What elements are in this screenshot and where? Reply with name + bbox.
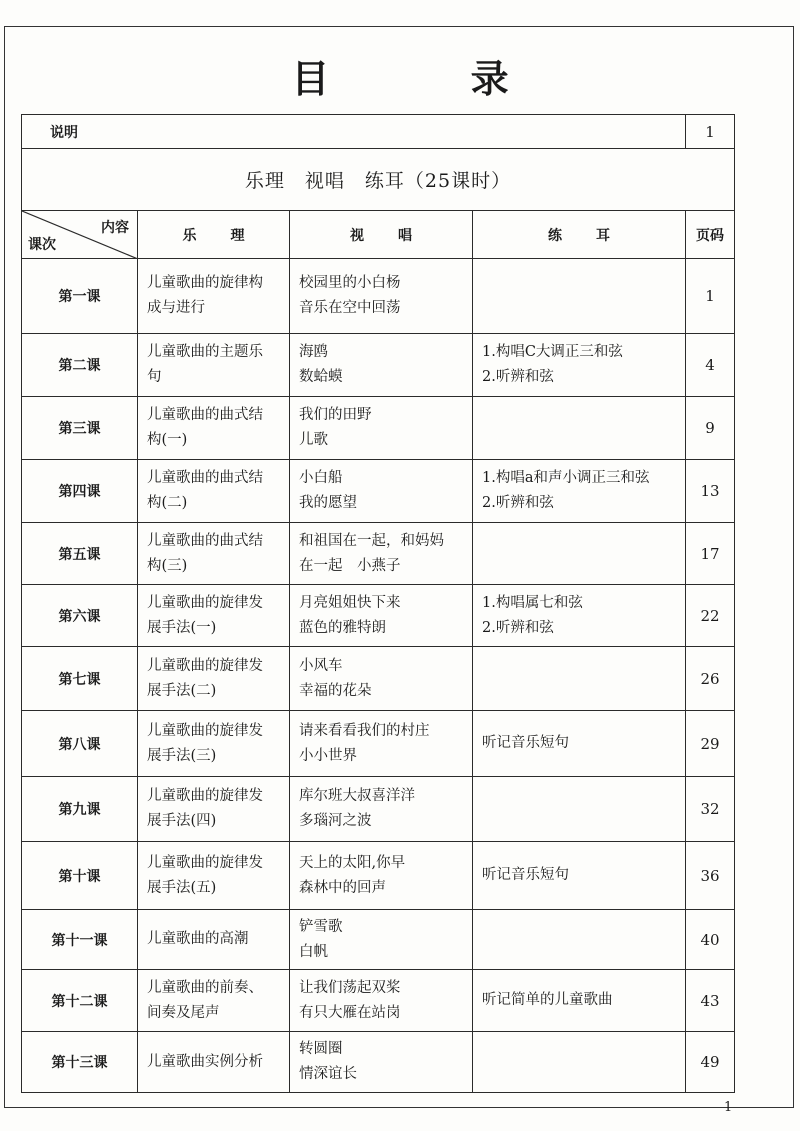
lesson-page: 36 [686, 842, 735, 910]
lesson-sight-singing-line: 小白船 [299, 470, 343, 486]
lesson-name: 第六课 [22, 585, 138, 647]
lesson-theory [138, 585, 290, 647]
lesson-sight-singing-line: 幸福的花朵 [299, 682, 372, 699]
lesson-sight-singing [290, 397, 473, 460]
lesson-row[interactable] [22, 647, 735, 711]
lesson-name: 第八课 [22, 711, 138, 777]
lesson-ear-training-line: 2.听辨和弦 [482, 369, 554, 385]
intro-page: 1 [686, 115, 735, 149]
lesson-theory-line: 展手法(五) [147, 879, 217, 896]
lesson-theory-line: 构(一) [147, 432, 188, 448]
header-sight-singing: 视唱 [290, 211, 473, 259]
intro-label: 说明 [22, 115, 686, 149]
section-row [22, 149, 735, 211]
lesson-ear-training-line: 听记简单的儿童歌曲 [482, 992, 613, 1008]
lesson-sight-singing-line: 情深谊长 [299, 1066, 357, 1082]
lesson-ear-training [473, 647, 686, 711]
lesson-sight-singing-line: 白帆 [299, 943, 328, 960]
lesson-theory-line: 成与进行 [147, 300, 205, 316]
lesson-theory [138, 910, 290, 970]
lesson-theory-line: 儿童歌曲的前奏、 [147, 979, 263, 996]
lesson-sight-singing [290, 970, 473, 1032]
section-title: 乐理 视唱 练耳（25课时） [22, 149, 735, 211]
lesson-page: 43 [686, 970, 735, 1032]
lesson-page: 29 [686, 711, 735, 777]
lesson-sight-singing-line: 儿歌 [299, 432, 328, 448]
lesson-sight-singing-line: 蓝色的雅特朗 [299, 619, 386, 636]
lesson-page: 4 [686, 334, 735, 397]
lesson-sight-singing [290, 842, 473, 910]
lesson-sight-singing-line: 月亮姐姐快下来 [299, 594, 401, 611]
lesson-page: 32 [686, 777, 735, 842]
lesson-page: 13 [686, 460, 735, 523]
lesson-theory-line: 构(二) [147, 495, 188, 511]
lesson-ear-training [473, 397, 686, 460]
lesson-theory-line: 展手法(一) [147, 619, 217, 636]
lesson-ear-training [473, 334, 686, 397]
lesson-sight-singing [290, 523, 473, 585]
lesson-theory-line: 儿童歌曲的旋律发 [147, 854, 263, 871]
lesson-ear-training [473, 970, 686, 1032]
lesson-name: 第二课 [22, 334, 138, 397]
lesson-ear-training-line: 听记音乐短句 [482, 735, 569, 751]
lesson-name: 第十课 [22, 842, 138, 910]
lesson-sight-singing [290, 777, 473, 842]
lesson-theory-line: 儿童歌曲的旋律构 [147, 275, 263, 291]
lesson-sight-singing [290, 1032, 473, 1093]
lesson-theory [138, 259, 290, 334]
lesson-page: 49 [686, 1032, 735, 1093]
lesson-theory-line: 展手法(四) [147, 813, 217, 829]
header-content: 内容 [101, 220, 129, 236]
lesson-theory-line: 儿童歌曲的旋律发 [147, 722, 263, 739]
footer-page-number: 1 [724, 1100, 733, 1115]
lesson-page: 26 [686, 647, 735, 711]
lesson-sight-singing-line: 有只大雁在站岗 [299, 1004, 401, 1021]
lesson-theory [138, 1032, 290, 1093]
lesson-sight-singing [290, 334, 473, 397]
lesson-theory-line: 儿童歌曲实例分析 [147, 1053, 263, 1070]
lesson-row[interactable] [22, 1032, 735, 1093]
lesson-theory-line: 句 [147, 369, 162, 385]
lesson-sight-singing [290, 460, 473, 523]
lesson-name: 第一课 [22, 259, 138, 334]
lesson-ear-training-line: 1.构唱属七和弦 [482, 594, 583, 611]
lesson-row[interactable] [22, 711, 735, 777]
lesson-ear-training [473, 460, 686, 523]
lesson-sight-singing-line: 校园里的小白杨 [299, 275, 401, 291]
lesson-sight-singing-line: 请来看看我们的村庄 [299, 722, 430, 739]
lesson-name: 第五课 [22, 523, 138, 585]
lesson-theory-line: 儿童歌曲的旋律发 [147, 788, 263, 804]
lesson-sight-singing-line: 转圆圈 [299, 1041, 343, 1057]
lesson-sight-singing [290, 259, 473, 334]
lesson-row[interactable] [22, 397, 735, 460]
lesson-row[interactable] [22, 970, 735, 1032]
lesson-theory-line: 儿童歌曲的旋律发 [147, 594, 263, 611]
lesson-theory-line: 构(三) [147, 557, 188, 574]
lesson-ear-training [473, 711, 686, 777]
lesson-ear-training [473, 842, 686, 910]
lesson-row[interactable] [22, 585, 735, 647]
lesson-ear-training [473, 1032, 686, 1093]
lesson-sight-singing-line: 铲雪歌 [299, 918, 343, 935]
lesson-theory [138, 842, 290, 910]
lesson-theory [138, 460, 290, 523]
lesson-theory-line: 儿童歌曲的曲式结 [147, 470, 263, 486]
lesson-row[interactable] [22, 334, 735, 397]
lesson-sight-singing-line: 天上的太阳,你早 [299, 854, 406, 871]
lesson-name: 第十一课 [22, 910, 138, 970]
lesson-sight-singing-line: 和祖国在一起，和妈妈 [299, 532, 444, 549]
lesson-page: 9 [686, 397, 735, 460]
lesson-sight-singing-line: 海鸥 [299, 344, 328, 360]
lesson-theory [138, 523, 290, 585]
lesson-theory [138, 334, 290, 397]
lesson-page: 1 [686, 259, 735, 334]
toc-table [21, 114, 735, 1093]
lesson-sight-singing-line: 库尔班大叔喜洋洋 [299, 788, 415, 804]
lesson-sight-singing [290, 711, 473, 777]
header-lesson: 课次 [28, 237, 56, 253]
lesson-sight-singing-line: 小风车 [299, 657, 343, 674]
diagonal-header-cell [22, 211, 138, 259]
lesson-row[interactable] [22, 259, 735, 334]
lesson-theory [138, 970, 290, 1032]
page-title: 目 录 [291, 57, 573, 101]
lesson-row[interactable] [22, 910, 735, 970]
header-row [22, 211, 735, 259]
lesson-ear-training [473, 910, 686, 970]
lesson-theory-line: 展手法(二) [147, 682, 217, 699]
lesson-page: 22 [686, 585, 735, 647]
lesson-ear-training-line: 2.听辨和弦 [482, 495, 554, 511]
lesson-theory [138, 711, 290, 777]
lesson-theory-line: 儿童歌曲的高潮 [147, 931, 249, 947]
lesson-name: 第十二课 [22, 970, 138, 1032]
lesson-ear-training [473, 585, 686, 647]
lesson-sight-singing-line: 在一起 小燕子 [299, 557, 401, 574]
lesson-page: 17 [686, 523, 735, 585]
lesson-name: 第七课 [22, 647, 138, 711]
lesson-sight-singing-line: 我的愿望 [299, 495, 357, 511]
lesson-row[interactable] [22, 523, 735, 585]
lesson-ear-training-line: 2.听辨和弦 [482, 619, 554, 636]
lesson-sight-singing [290, 647, 473, 711]
lesson-sight-singing [290, 910, 473, 970]
lesson-theory [138, 777, 290, 842]
lesson-sight-singing [290, 585, 473, 647]
lesson-ear-training [473, 523, 686, 585]
header-page: 页码 [686, 211, 735, 259]
lesson-sight-singing-line: 我们的田野 [299, 407, 372, 423]
lesson-row[interactable] [22, 842, 735, 910]
header-ear-training: 练耳 [473, 211, 686, 259]
lesson-theory-line: 展手法(三) [147, 747, 217, 764]
lesson-ear-training [473, 259, 686, 334]
lesson-sight-singing-line: 多瑙河之波 [299, 813, 372, 829]
lesson-name: 第三课 [22, 397, 138, 460]
lesson-sight-singing-line: 数蛤蟆 [299, 369, 343, 385]
lesson-theory-line: 儿童歌曲的主题乐 [147, 344, 263, 360]
lesson-theory [138, 647, 290, 711]
lesson-sight-singing-line: 森林中的回声 [299, 879, 386, 896]
intro-row[interactable] [22, 115, 735, 149]
lesson-ear-training-line: 1.构唱a和声小调正三和弦 [482, 470, 650, 486]
lesson-row[interactable] [22, 777, 735, 842]
lesson-theory-line: 间奏及尾声 [147, 1004, 220, 1021]
lesson-page: 40 [686, 910, 735, 970]
lesson-name: 第四课 [22, 460, 138, 523]
lesson-theory-line: 儿童歌曲的曲式结 [147, 407, 263, 423]
lesson-ear-training-line: 1.构唱C大调正三和弦 [482, 344, 623, 360]
lesson-sight-singing-line: 音乐在空中回荡 [299, 300, 401, 316]
lesson-name: 第十三课 [22, 1032, 138, 1093]
lesson-theory [138, 397, 290, 460]
lesson-sight-singing-line: 让我们荡起双桨 [299, 979, 401, 996]
lesson-row[interactable] [22, 460, 735, 523]
lesson-sight-singing-line: 小小世界 [299, 747, 357, 764]
header-theory: 乐理 [138, 211, 290, 259]
lesson-ear-training [473, 777, 686, 842]
lesson-name: 第九课 [22, 777, 138, 842]
lesson-theory-line: 儿童歌曲的曲式结 [147, 532, 263, 549]
lesson-theory-line: 儿童歌曲的旋律发 [147, 657, 263, 674]
lesson-ear-training-line: 听记音乐短句 [482, 867, 569, 883]
